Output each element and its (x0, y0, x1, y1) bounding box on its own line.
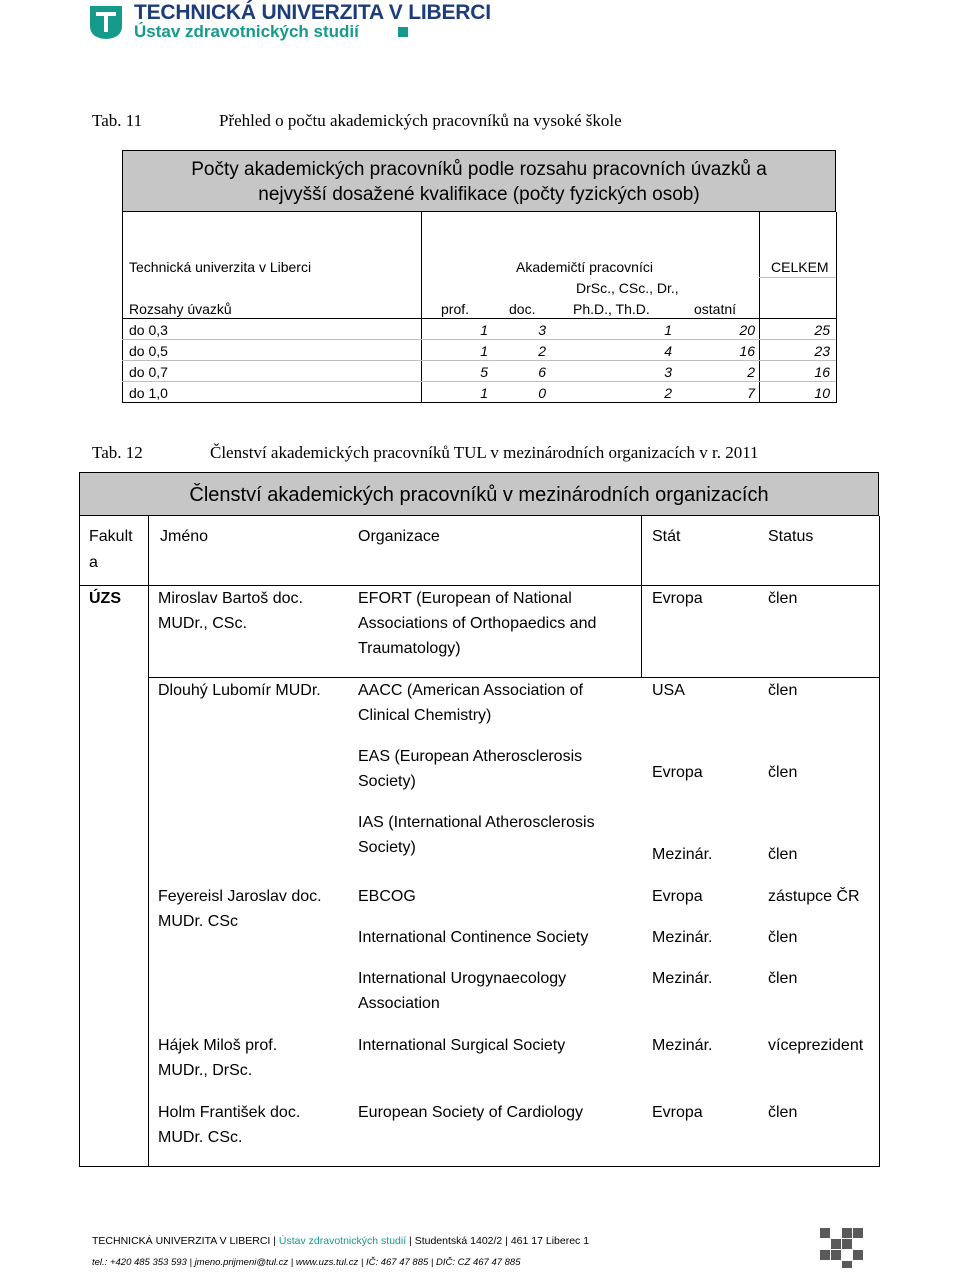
tab11-row-label: do 0,3 (129, 322, 168, 338)
tab11-group-header: Akademičtí pracovníci (516, 259, 653, 275)
tab11-cell: 1 (480, 322, 488, 338)
tab11-cell: 2 (664, 385, 672, 401)
tab11-cell: 2 (747, 364, 755, 380)
tab11-cell: 1 (664, 322, 672, 338)
tab11-cell: 16 (739, 343, 755, 359)
header-institute-name: Ústav zdravotnických studií (134, 22, 359, 41)
organization: EAS (European Atherosclerosis (358, 748, 583, 765)
state: Evropa (652, 590, 703, 607)
state: Evropa (652, 888, 703, 905)
organization: EFORT (European of National (358, 590, 572, 607)
tab12-header-stat: Stát (652, 528, 681, 545)
tab12-header-fakulta: Fakult (89, 528, 133, 545)
state: Mezinár. (652, 970, 713, 987)
state: Evropa (652, 764, 703, 781)
tab11-cell: 5 (480, 364, 488, 380)
tab11-row-label: do 1,0 (129, 385, 168, 401)
tab11-cell: 6 (538, 364, 546, 380)
tab11-col-ostatni: ostatní (694, 301, 737, 317)
member-name: MUDr., DrSc. (158, 1062, 253, 1079)
state: Mezinár. (652, 846, 713, 863)
tab11-col-doc: doc. (509, 301, 536, 317)
member-name: Hájek Miloš prof. (158, 1037, 278, 1054)
tab11-cell: 1 (480, 343, 488, 359)
footer-university: TECHNICKÁ UNIVERZITA V LIBERCI (92, 1235, 271, 1247)
tab11-title-line2: nejvyšší dosažené kvalifikace (počty fyzických osob) (258, 184, 700, 205)
tab11-org: Technická univerzita v Liberci (129, 259, 312, 275)
tab11-cell: 2 (538, 343, 546, 359)
tab11-cell: 25 (814, 322, 830, 338)
tab11-cell: 7 (747, 385, 755, 401)
tab12-header-status: Status (768, 528, 814, 545)
tab11-cell: 1 (480, 385, 488, 401)
organization: AACC (American Association of (358, 682, 583, 699)
status: člen (768, 590, 798, 607)
tab11-caption: Přehled o počtu akademických pracovníků na vysoké škole (219, 111, 622, 130)
status: člen (768, 764, 798, 781)
state: Mezinár. (652, 1037, 713, 1054)
footer-address-line: TECHNICKÁ UNIVERZITA V LIBERCI | Ústav zdravotnických studií | Studentská 1402/2 | 461 17 Liberec 1 (92, 1235, 590, 1247)
tab11-cell: 20 (739, 322, 755, 338)
tab11-row-label: do 0,7 (129, 364, 168, 380)
member-name: Dlouhý Lubomír MUDr. (158, 682, 321, 699)
tab11-col-phd: Ph.D., Th.D. (573, 301, 650, 317)
tab12-header-fakulta-cont: a (89, 554, 98, 571)
organization: Association (358, 995, 440, 1012)
status: člen (768, 1104, 798, 1121)
state: USA (652, 682, 685, 699)
tab12-header-jmeno: Jméno (160, 528, 209, 545)
status: člen (768, 970, 798, 987)
tab11-cell: 3 (538, 322, 546, 338)
status: člen (768, 846, 798, 863)
organization: Clinical Chemistry) (358, 707, 492, 724)
member-name: Holm František doc. (158, 1104, 301, 1121)
organization: International Surgical Society (358, 1037, 566, 1054)
tab12-title: Členství akademických pracovníků v mezinárodních organizacích (189, 484, 769, 506)
footer-squares-icon (820, 1228, 864, 1268)
tab12-caption: Členství akademických pracovníků TUL v mezinárodních organizacích v r. 2011 (210, 443, 759, 462)
organization: Traumatology) (358, 640, 461, 657)
tab11-row-label: do 0,5 (129, 343, 168, 359)
state: Mezinár. (652, 929, 713, 946)
tab11-label: Tab. 11 (92, 111, 143, 130)
organization: International Continence Society (358, 929, 589, 946)
status: člen (768, 929, 798, 946)
footer-contacts: tel.: +420 485 353 593 | jmeno.prijmeni@tul.cz | www.uzs.tul.cz | IČ: 467 47 885 | DIČ: CZ 467 47 885 (92, 1257, 521, 1268)
organization: Society) (358, 773, 416, 790)
footer-address: Studentská 1402/2 | 461 17 Liberec 1 (414, 1235, 590, 1247)
member-name: MUDr. CSc (158, 913, 238, 930)
state: Evropa (652, 1104, 703, 1121)
member-name: Feyereisl Jaroslav doc. (158, 888, 322, 905)
tab11-col-prof: prof. (441, 301, 470, 317)
member-name: MUDr. CSc. (158, 1129, 243, 1146)
organization: IAS (International Atherosclerosis (358, 814, 595, 831)
tab11-row-header: Rozsahy úvazků (129, 301, 232, 317)
member-name: MUDr., CSc. (158, 615, 247, 632)
footer-institute: Ústav zdravotnických studií (278, 1235, 407, 1247)
tab11-title-line1: Počty akademických pracovníků podle rozsahu pracovních úvazků a (191, 159, 767, 180)
tab12-faculty: ÚZS (89, 590, 121, 607)
status: víceprezident (768, 1037, 864, 1054)
tab11-total-header: CELKEM (771, 259, 829, 275)
organization: International Urogynaecology (358, 970, 567, 987)
tab11-cell: 3 (664, 364, 672, 380)
tab11-cell: 23 (814, 343, 830, 359)
status: člen (768, 682, 798, 699)
organization: Society) (358, 839, 416, 856)
organization: EBCOG (358, 888, 416, 905)
organization: European Society of Cardiology (358, 1104, 584, 1121)
member-name: Miroslav Bartoš doc. (158, 590, 303, 607)
tab11-col-drsc: DrSc., CSc., Dr., (576, 280, 679, 296)
tab12-label: Tab. 12 (92, 443, 143, 462)
tab11-cell: 0 (538, 385, 546, 401)
tab11-cell: 16 (814, 364, 830, 380)
header-university-name: TECHNICKÁ UNIVERZITA V LIBERCI (134, 1, 491, 24)
status: zástupce ČR (768, 888, 860, 905)
organization: Associations of Orthopaedics and (358, 615, 597, 632)
tab11-cell: 4 (664, 343, 672, 359)
tab11-cell: 10 (814, 385, 830, 401)
tab12-header-organizace: Organizace (358, 528, 440, 545)
